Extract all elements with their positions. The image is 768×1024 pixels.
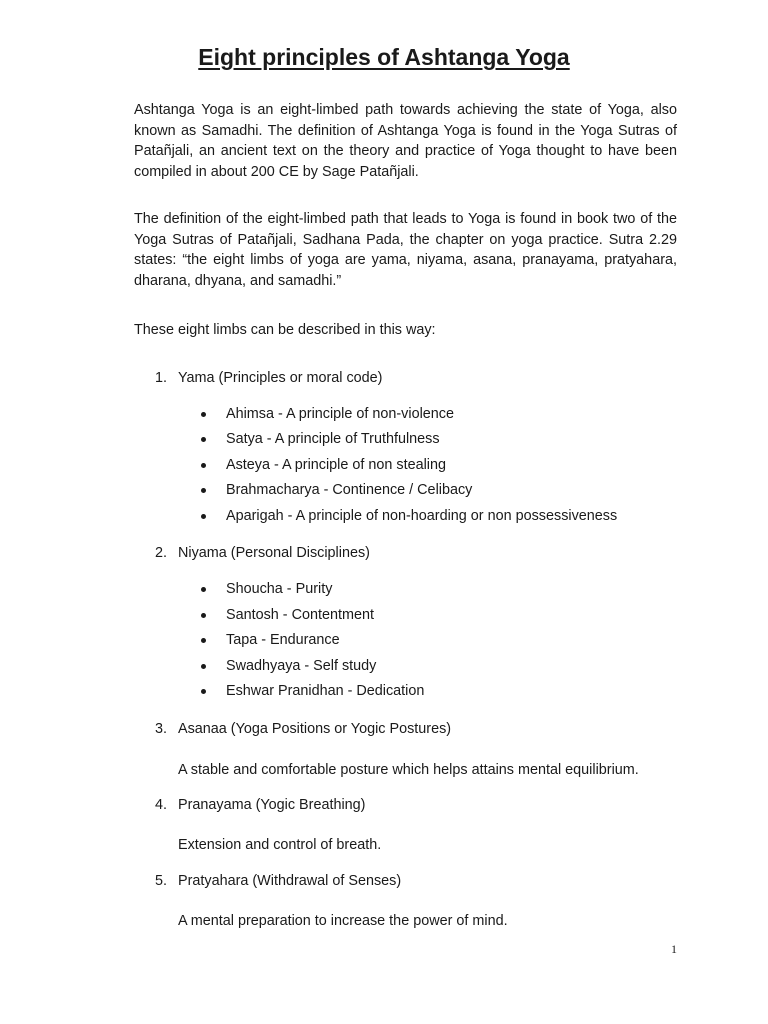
list-item: Satya - A principle of Truthfulness [226,431,440,447]
limb-heading-niyama [155,543,370,563]
limb-title: Yama (Principles or moral code) [178,370,383,386]
list-item: Tapa - Endurance [226,632,340,648]
limb-heading-pranayama [155,795,365,815]
limb-number: 3. [155,721,168,737]
list-item: Brahmacharya - Continence / Celibacy [226,482,473,498]
limb-heading-asana [155,719,451,739]
list-item: Aparigah - A principle of non-hoarding or non possessiveness [226,508,618,524]
limbs-intro-paragraph: These eight limbs can be described in this way: [134,322,436,338]
limb-number: 4. [155,797,168,813]
list-item: Shoucha - Purity [226,581,333,597]
limb-title: Pranayama (Yogic Breathing) [178,797,366,813]
limb-number: 1. [155,370,168,386]
limb-description: A mental preparation to increase the power of mind. [178,913,508,929]
limb-number: 5. [155,873,168,889]
limb-heading-pratyahara [155,871,401,891]
limb-description: A stable and comfortable posture which helps attains mental equilibrium. [178,762,639,778]
limb-title: Pratyahara (Withdrawal of Senses) [178,873,402,889]
limb-description: Extension and control of breath. [178,837,382,853]
page-number: 1 [671,942,677,956]
document-title: Eight principles of Ashtanga Yoga [198,44,570,70]
definition-paragraph: The definition of the eight-limbed path that leads to Yoga is found in book two of the Yoga Sutras of Patañjali, Sadhana Pada, the chapter on yoga practice. Sutra 2.29 states: “the eight limbs of yoga are yama, niyama, asana, pranayama, pratyahara, dharana, dhyana, and samadhi.” [134,211,677,289]
limb-title: Asanaa (Yoga Positions or Yogic Postures) [178,721,452,737]
limb-heading-yama [155,368,382,388]
list-item: Swadhyaya - Self study [226,658,377,674]
list-item: Eshwar Pranidhan - Dedication [226,683,425,699]
limb-title: Niyama (Personal Disciplines) [178,545,370,561]
intro-paragraph: Ashtanga Yoga is an eight-limbed path towards achieving the state of Yoga, also known as Samadhi. The definition of Ashtanga Yoga is found in the Yoga Sutras of Patañjali, an ancient text on the theory and practice of Yoga thought to have been compiled in about 200 CE by Sage Patañjali. [134,102,677,180]
list-item: Santosh - Contentment [226,607,374,623]
limb-number: 2. [155,545,168,561]
list-item: Ahimsa - A principle of non-violence [226,406,454,422]
list-item: Asteya - A principle of non stealing [226,457,446,473]
